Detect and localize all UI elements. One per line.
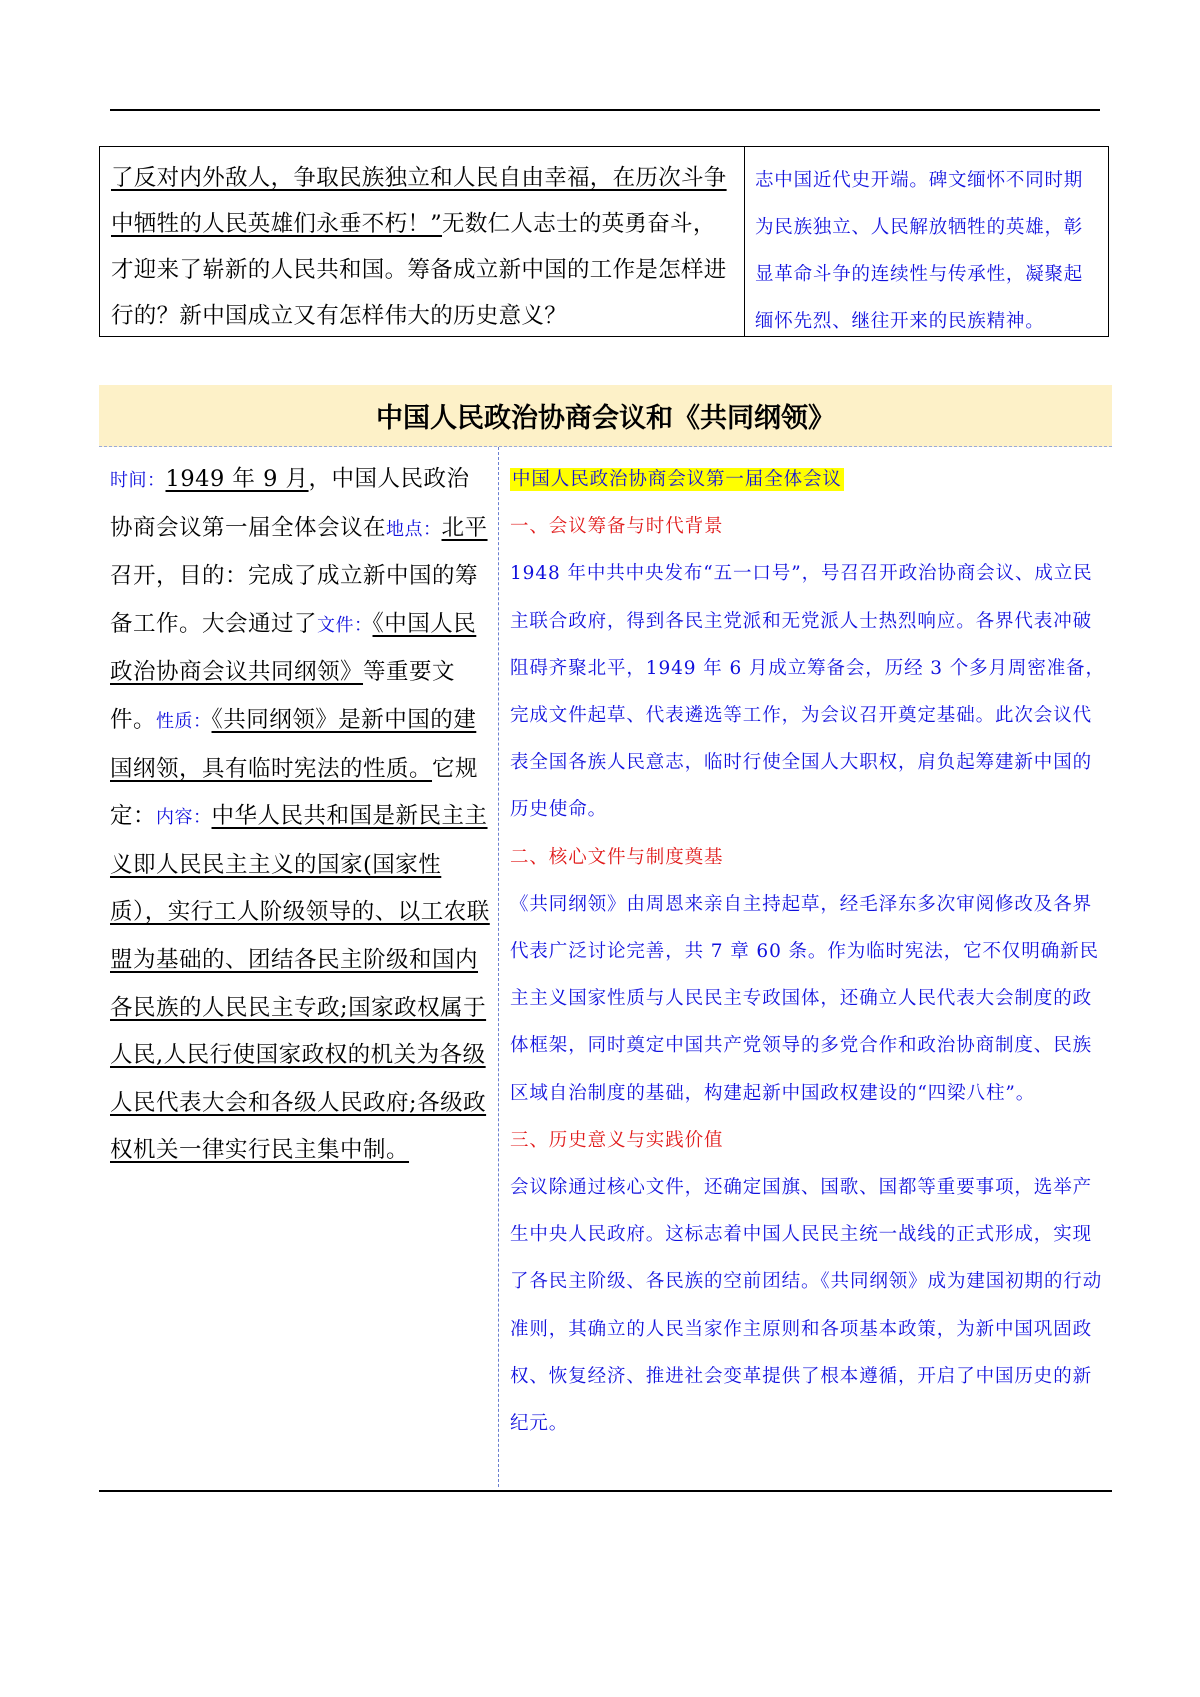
summary-text-3: 等重要文件。 (110, 659, 456, 733)
heading-background: 一、会议筹备与时代背景 (510, 516, 724, 538)
header-rule (110, 109, 1100, 111)
paragraph-background: 1948 年中共中央发布“五一口号”，号召召开政治协商会议、成立民主联合政府，得到各民主党派和无党派人士热烈响应。各界代表冲破阻碍齐聚北平，1949 年 6 月成立筹备会，历经 3 个多月周密准备，完成文件起草、代表遴选等工作，为会议召开奠定基础。此次会议代表全国各族人民意志，临时行使全国人大职权，肩负起筹建新中国的历史使命。 (510, 563, 1105, 821)
top-table-right-cell: 志中国近代史开端。碑文缅怀不同时期为民族独立、人民解放牺牲的英雄，彰显革命斗争的连续性与传承性，凝聚起缅怀先烈、继往开来的民族精神。 (755, 170, 1084, 332)
content-value: 中华人民共和国是新民主主义即人民民主主义的国家(国家性质），实行工人阶级领导的、以工农联盟为基础的、团结各民主阶级和国内各民族的人民民主专政;国家政权属于人民,人民行使国家政权的机关为各级人民代表大会和各级人民政府;各级政权机关一律实行民主集中制。 (110, 803, 490, 1164)
column-divider (498, 447, 499, 1487)
summary-text-2: 召开，目的：完成了成立新中国的筹备工作。大会通过了 (110, 563, 479, 637)
document-value: 《中国人民政治协商会议共同纲领》 (110, 610, 477, 686)
paragraph-significance: 会议除通过核心文件，还确定国旗、国歌、国都等重要事项，选举产生中央人民政府。这标志着中国人民民主统一战线的正式形成，实现了各民主阶级、各民族的空前团结。《共同纲领》成为建国初期的行动准则，其确立的人民当家作主原则和各项基本政策，为新中国巩固政权、恢复经济、推进社会变革提供了根本遵循，开启了中国历史的新纪元。 (510, 1177, 1103, 1435)
time-label: 时间： (110, 470, 166, 491)
monument-inscription-text: 了反对内外敌人，争取民族独立和人民自由幸福，在历次斗争中牺牲的人民英雄们永垂不朽！” (111, 165, 727, 237)
top-table (99, 146, 1109, 337)
section-title: 中国人民政治协商会议和《共同纲领》 (99, 385, 1112, 447)
summary-text-4: 它规定： (110, 755, 479, 830)
document-label: 文件： (317, 614, 373, 636)
heading-core-document: 二、核心文件与制度奠基 (510, 846, 724, 868)
summary-column (110, 456, 490, 1175)
content-label: 内容： (156, 807, 212, 829)
heading-significance: 三、历史意义与实践价值 (510, 1129, 724, 1151)
place-value: 北平 (441, 514, 488, 541)
top-table-left-cell (100, 147, 745, 336)
summary-text-1: ，中国人民政治协商会议第一届全体会议在 (110, 466, 470, 541)
bottom-rule (99, 1490, 1112, 1492)
time-value: 1949 年 9 月 (165, 466, 309, 492)
nature-label: 性质： (156, 710, 212, 732)
nature-value: 《共同纲领》是新中国的建国纲领，具有临时宪法的性质。 (110, 706, 477, 782)
paragraph-core-document: 《共同纲领》由周恩来亲自主持起草，经毛泽东多次审阅修改及各界代表广泛讨论完善，共 7 章 60 条。作为临时宪法，它不仅明确新民主主义国家性质与人民民主专政国体，还确立人民代表大会制度的政体框架，同时奠定中国共产党领导的多党合作和政治协商制度、民族区域自治制度的基础，构建起新中国政权建设的“四梁八柱”。 (510, 893, 1099, 1104)
meeting-title: 中国人民政治协商会议第一届全体会议 (512, 469, 842, 490)
place-label: 地点： (386, 518, 442, 540)
intro-question-text: 无数仁人志士的英勇奋斗，才迎来了崭新的人民共和国。筹备成立新中国的工作是怎样进行的？新中国成立又有怎样伟大的历史意义？ (111, 211, 727, 329)
detail-column (510, 456, 1105, 1447)
